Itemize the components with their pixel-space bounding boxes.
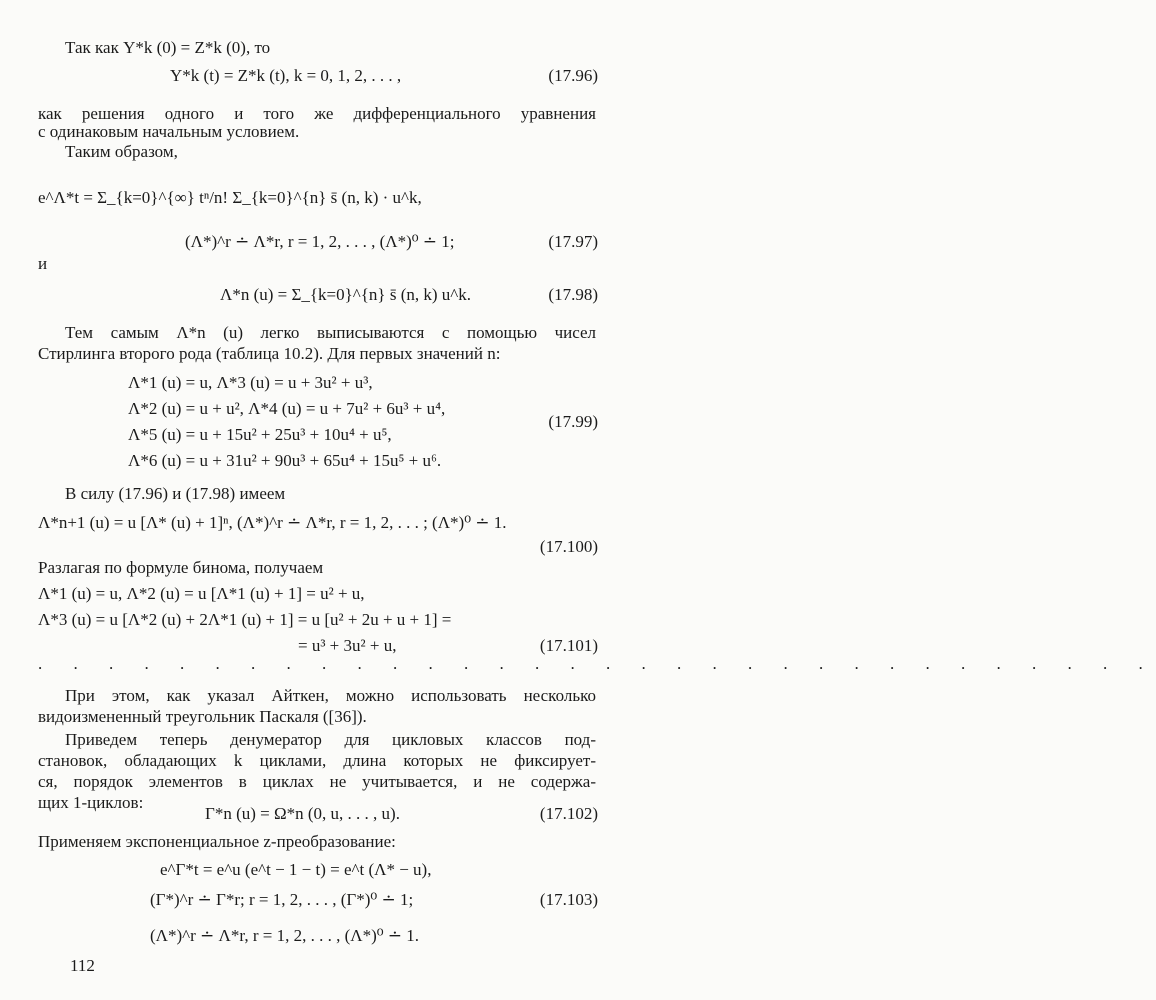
text-line: становок, обладающих k циклами, длина которых не фиксирует- [38,751,596,770]
text-line: Приведем теперь денумератор для цикловых классов под- [65,730,596,749]
equation: Λ*6 (u) = u + 31u² + 90u³ + 65u⁴ + 15u⁵ + u⁶. [128,451,442,470]
equation: Λ*n+1 (u) = u [Λ* (u) + 1]ⁿ, (Λ*)^r ∸ Λ*r, r = 1, 2, . . . ; (Λ*)⁰ ∸ 1. [38,513,507,532]
text-line: Применяем экспоненциальное z-преобразование: [38,832,396,851]
text-line: и [38,254,48,273]
text-line: При этом, как указал Айткен, можно использовать несколько [65,686,596,705]
equation-number: (17.97) [548,232,598,251]
equation: Λ*1 (u) = u, Λ*2 (u) = u [Λ*1 (u) + 1] = u² + u, [38,584,365,603]
text-line: Так как Y*k (0) = Z*k (0), то [65,38,271,57]
equation: (Γ*)^r ∸ Γ*r; r = 1, 2, . . . , (Γ*)⁰ ∸ 1; [150,890,414,909]
equation: Y*k (t) = Z*k (t), k = 0, 1, 2, . . . , [170,66,402,85]
dotted-separator: . . . . . . . . . . . . . . . . . . . . . . . . . . . . . . . . [38,654,1156,673]
text-line: Таким образом, [65,142,178,161]
equation: Γ*n (u) = Ω*n (0, u, . . . , u). [205,804,400,823]
equation: Λ*n (u) = Σ_{k=0}^{n} s̄ (n, k) u^k. [220,285,471,304]
equation-number: (17.103) [539,890,598,909]
equation: e^Λ*t = Σ_{k=0}^{∞} tⁿ/n! Σ_{k=0}^{n} s̄ (n, k) · u^k, [38,188,422,207]
text-line: Тем самым Λ*n (u) легко выписываются с помощью чисел [65,323,596,342]
equation: (Λ*)^r ∸ Λ*r, r = 1, 2, . . . , (Λ*)⁰ ∸ 1. [150,926,420,945]
equation: = u³ + 3u² + u, [298,636,397,655]
equation: (Λ*)^r ∸ Λ*r, r = 1, 2, . . . , (Λ*)⁰ ∸ 1; [185,232,455,251]
equation-number: (17.99) [548,412,598,431]
text-line: ся, порядок элементов в циклах не учитывается, и не содержа- [38,772,596,791]
equation: Λ*3 (u) = u [Λ*2 (u) + 2Λ*1 (u) + 1] = u [u² + 2u + u + 1] = [38,610,452,629]
text-line: В силу (17.96) и (17.98) имеем [65,484,286,503]
equation-number: (17.98) [548,285,598,304]
text-line: с одинаковым начальным условием. [38,122,300,141]
page-number: 112 [70,956,95,975]
text-line: щих 1-циклов: [38,793,144,812]
equation-number: (17.101) [539,636,598,655]
text-line: как решения одного и того же дифференциального уравнения [38,104,596,123]
equation-number: (17.102) [539,804,598,823]
text-line: Стирлинга второго рода (таблица 10.2). Для первых значений n: [38,344,501,363]
equation: e^Γ*t = e^u (e^t − 1 − t) = e^t (Λ* − u), [160,860,432,879]
equation: Λ*5 (u) = u + 15u² + 25u³ + 10u⁴ + u⁵, [128,425,392,444]
text-line: Разлагая по формуле бинома, получаем [38,558,324,577]
equation: Λ*2 (u) = u + u², Λ*4 (u) = u + 7u² + 6u³ + u⁴, [128,399,446,418]
text-line: видоизмененный треугольник Паскаля ([36]). [38,707,367,726]
equation-number: (17.96) [548,66,598,85]
equation: Λ*1 (u) = u, Λ*3 (u) = u + 3u² + u³, [128,373,373,392]
equation-number: (17.100) [539,537,598,556]
